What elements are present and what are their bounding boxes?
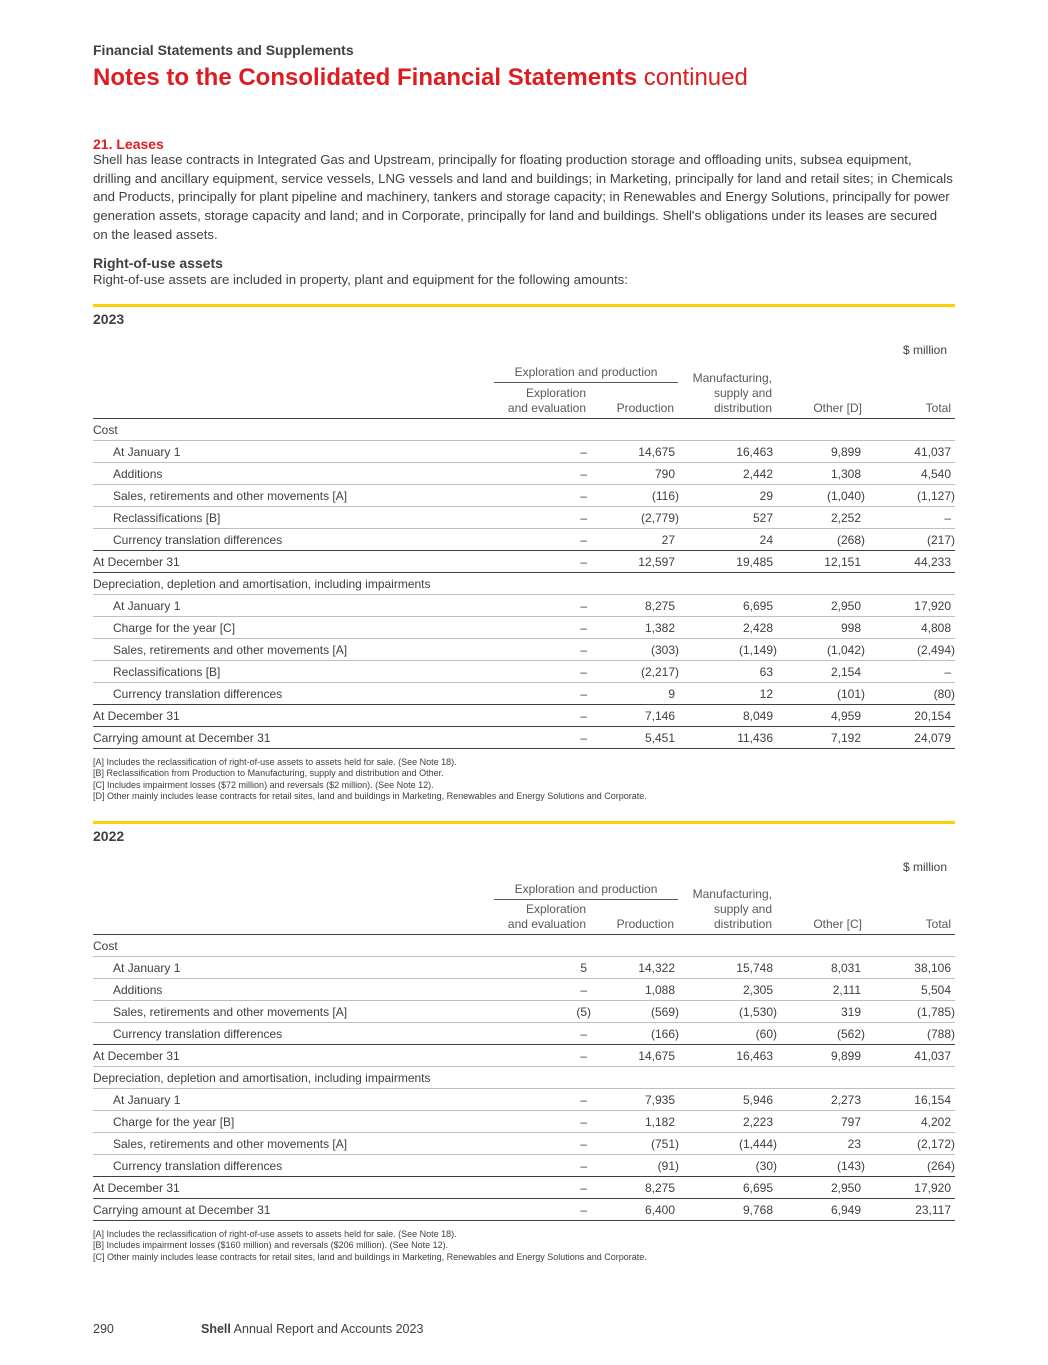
table-row	[93, 727, 955, 749]
table-row	[93, 683, 955, 705]
table-cell: 5,451	[644, 731, 675, 745]
table-cell: 8,275	[644, 599, 675, 613]
table-cell: 16,463	[736, 1049, 773, 1063]
table-cell: 2,252	[830, 511, 861, 525]
notes-2022	[93, 1229, 647, 1263]
table-cell: 2,950	[830, 599, 861, 613]
row-label: Additions	[113, 983, 163, 997]
unit-label-2022: $ million	[902, 860, 947, 874]
table-cell: 1,088	[644, 983, 675, 997]
row-label: Currency translation differences	[113, 1027, 283, 1041]
page-header-super: Financial Statements and Supplements	[93, 42, 354, 58]
table-cell: 2,442	[742, 467, 773, 481]
table-cell: 17,920	[914, 599, 951, 613]
col-header-production-2023: Production	[616, 401, 674, 415]
table-cell: 44,233	[914, 555, 951, 569]
row-label: Charge for the year [B]	[113, 1115, 235, 1129]
table-cell: –	[580, 665, 587, 679]
table-cell: 23,117	[915, 1203, 951, 1217]
table-row	[93, 957, 955, 979]
row-label: At December 31	[93, 555, 180, 569]
table-cell: 2,428	[742, 621, 773, 635]
row-label: Currency translation differences	[113, 1159, 283, 1173]
table-cell: (2,217)	[640, 665, 679, 679]
table-cell: (1,042)	[826, 643, 865, 657]
table-cell: 6,695	[742, 599, 773, 613]
table-cell: 15,748	[736, 961, 773, 975]
table-row	[93, 1023, 955, 1045]
table-row	[93, 529, 955, 551]
table-cell: –	[580, 731, 587, 745]
page-footer	[93, 1322, 423, 1336]
row-label: Charge for the year [C]	[113, 621, 236, 635]
table-cell: 14,675	[638, 1049, 675, 1063]
row-label: At January 1	[113, 1093, 181, 1107]
table-row	[93, 661, 955, 683]
group-header-2022: Exploration and production	[514, 882, 658, 896]
table-cell: 20,154	[914, 709, 951, 723]
table-row	[93, 1045, 955, 1067]
table-cell: –	[580, 709, 587, 723]
table-cell: –	[580, 1137, 587, 1151]
footer-brand: Shell	[201, 1322, 231, 1336]
table-cell: 16,154	[914, 1093, 951, 1107]
table-cell: 17,920	[914, 1181, 951, 1195]
sub-heading: Right-of-use assets	[93, 255, 223, 271]
table-cell: 41,037	[914, 445, 951, 459]
row-label: Sales, retirements and other movements [A]	[113, 489, 348, 503]
table-cell: 9,768	[742, 1203, 773, 1217]
footer-report: Annual Report and Accounts 2023	[233, 1322, 424, 1336]
table-cell: (2,172)	[916, 1137, 955, 1151]
table-cell: 24	[759, 533, 773, 547]
table-cell: 41,037	[914, 1049, 951, 1063]
row-label: Currency translation differences	[113, 687, 283, 701]
row-label: Sales, retirements and other movements [A]	[113, 643, 348, 657]
table-cell: 5,946	[742, 1093, 773, 1107]
table-cell: (264)	[926, 1159, 955, 1173]
table-cell: –	[580, 555, 587, 569]
table-cell: (80)	[933, 687, 955, 701]
footnote: [A] Includes the reclassification of right-of-use assets to assets held for sale. (See Note 18).	[93, 757, 457, 767]
table-row	[93, 1001, 955, 1023]
col-header-manufacturing-2022: Manufacturing, supply and distribution	[692, 887, 772, 931]
group-header-line-2022	[494, 899, 678, 900]
table-row	[93, 979, 955, 1001]
year-label-2022: 2022	[93, 828, 125, 844]
table-cell: 5	[580, 961, 587, 975]
table-cell: 319	[840, 1005, 861, 1019]
table-cell: 6,400	[644, 1203, 675, 1217]
footnote: [C] Other mainly includes lease contracts for retail sites, land and buildings in Marketing, Renewables and Energy Solutions and Corporate.	[93, 1251, 647, 1262]
table-2023	[93, 419, 955, 749]
table-cell: 12,151	[824, 555, 861, 569]
table-cell: –	[580, 533, 587, 547]
table-cell: 2,950	[830, 1181, 861, 1195]
group-header-line-2023	[494, 382, 678, 383]
table-cell: 12,597	[638, 555, 675, 569]
table-cell: –	[580, 1203, 587, 1217]
table-row	[93, 1067, 955, 1089]
table-cell: (1,444)	[738, 1137, 777, 1151]
page-title-continued: continued	[643, 64, 748, 91]
page-number: 290	[93, 1322, 114, 1336]
table-cell: 4,959	[830, 709, 861, 723]
group-header-2023: Exploration and production	[514, 365, 658, 379]
table-row	[93, 595, 955, 617]
table-row	[93, 935, 955, 957]
table-cell: –	[580, 445, 587, 459]
col-header-exploration-2023: Exploration and evaluation	[507, 386, 586, 415]
table-cell: (1,040)	[826, 489, 865, 503]
table-cell: 2,154	[830, 665, 861, 679]
table-cell: –	[580, 1049, 587, 1063]
table-cell: –	[580, 1027, 587, 1041]
row-label: At January 1	[113, 445, 181, 459]
table-cell: 9,899	[830, 1049, 861, 1063]
table-row	[93, 441, 955, 463]
table-cell: –	[580, 621, 587, 635]
table-cell: 7,146	[644, 709, 675, 723]
row-label: Sales, retirements and other movements [A]	[113, 1005, 348, 1019]
col-header-other-2022: Other [C]	[813, 917, 862, 931]
table-cell: 2,223	[742, 1115, 773, 1129]
table-cell: 2,111	[832, 983, 861, 997]
table-cell: (60)	[755, 1027, 777, 1041]
table-cell: 5,504	[920, 983, 951, 997]
section-intro: Shell has lease contracts in Integrated Gas and Upstream, principally for floating production storage and offloading units, subsea equipment, drilling and ancillary equipment, service vessels, LNG vessels and land and buildings; in Marketing, principally for land and retail sites; in Chemicals and Products, principally for plant pipeline and machinery, tankers and storage capacity; in Renewables and Energy Solutions, principally for power generation assets, storage capacity and land; and in Corporate, principally for land and buildings. Shell's obligations under its leases are secured on the leased assets.	[93, 152, 953, 242]
table-cell: –	[580, 467, 587, 481]
row-label: Carrying amount at December 31	[93, 1203, 271, 1217]
table-cell: 23	[847, 1137, 861, 1151]
row-label: Depreciation, depletion and amortisation, including impairments	[93, 577, 431, 591]
table-cell: –	[944, 511, 951, 525]
table-cell: (101)	[836, 687, 865, 701]
table-row	[93, 1111, 955, 1133]
table-cell: 16,463	[736, 445, 773, 459]
table-cell: 6,695	[742, 1181, 773, 1195]
table-cell: 1,382	[644, 621, 675, 635]
table-cell: (751)	[650, 1137, 679, 1151]
row-label: At December 31	[93, 1049, 180, 1063]
table-cell: 4,808	[920, 621, 951, 635]
table-cell: 14,675	[638, 445, 675, 459]
table-cell: (2,779)	[640, 511, 679, 525]
year-rule-2022	[93, 821, 955, 824]
table-cell: 9	[668, 687, 675, 701]
row-label: At January 1	[113, 599, 181, 613]
table-cell: (166)	[650, 1027, 679, 1041]
footnote: [C] Includes impairment losses ($72 million) and reversals ($2 million). (See Note 12).	[93, 779, 434, 790]
table-cell: 1,182	[644, 1115, 675, 1129]
table-cell: –	[580, 599, 587, 613]
table-cell: –	[944, 665, 951, 679]
footnote: [B] Includes impairment losses ($160 million) and reversals ($206 million). (See Note 12).	[93, 1240, 449, 1251]
table-cell: –	[580, 1159, 587, 1173]
table-cell: 797	[840, 1115, 861, 1129]
table-row	[93, 1133, 955, 1155]
table-cell: 11,436	[737, 731, 773, 745]
table-cell: (562)	[836, 1027, 865, 1041]
table-cell: 12	[759, 687, 773, 701]
footnote: [B] Reclassification from Production to Manufacturing, supply and distribution and Other.	[93, 768, 444, 779]
table-cell: 1,308	[830, 467, 861, 481]
notes-2023	[93, 757, 647, 803]
row-label: Cost	[93, 939, 118, 953]
table-cell: 4,540	[920, 467, 951, 481]
table-row	[93, 419, 955, 441]
table-row	[93, 1155, 955, 1177]
table-cell: (303)	[650, 643, 679, 657]
table-cell: 4,202	[920, 1115, 951, 1129]
table-cell: (1,530)	[738, 1005, 777, 1019]
col-header-total-2023: Total	[925, 401, 951, 415]
table-cell: 63	[759, 665, 773, 679]
row-label: Currency translation differences	[113, 533, 283, 547]
row-label: At December 31	[93, 1181, 180, 1195]
col-header-production-2022: Production	[616, 917, 674, 931]
table-2022	[93, 935, 955, 1221]
table-cell: (143)	[836, 1159, 865, 1173]
table-cell: (30)	[755, 1159, 777, 1173]
col-header-other-2023: Other [D]	[813, 401, 862, 415]
table-cell: (2,494)	[916, 643, 955, 657]
table-row	[93, 463, 955, 485]
table-row	[93, 1089, 955, 1111]
table-cell: 7,192	[830, 731, 861, 745]
table-cell: (217)	[926, 533, 955, 547]
row-label: Depreciation, depletion and amortisation, including impairments	[93, 1071, 431, 1085]
table-cell: –	[580, 511, 587, 525]
table-cell: 24,079	[914, 731, 951, 745]
table-cell: (91)	[657, 1159, 679, 1173]
table-cell: –	[580, 643, 587, 657]
table-cell: (116)	[651, 489, 679, 503]
table-row	[93, 485, 955, 507]
table-cell: 14,322	[638, 961, 675, 975]
table-cell: 998	[840, 621, 861, 635]
row-label: Cost	[93, 423, 118, 437]
table-cell: 8,031	[830, 961, 861, 975]
table-row	[93, 551, 955, 573]
footnote: [D] Other mainly includes lease contracts for retail sites, land and buildings in Marketing, Renewables and Energy Solutions and Corporate.	[93, 791, 647, 802]
row-label: Reclassifications [B]	[113, 511, 221, 525]
table-cell: 6,949	[830, 1203, 861, 1217]
sub-text: Right-of-use assets are included in property, plant and equipment for the following amounts:	[93, 272, 628, 287]
row-label: Additions	[113, 467, 163, 481]
table-cell: 9,899	[830, 445, 861, 459]
table-cell: (569)	[650, 1005, 679, 1019]
table-cell: –	[580, 1115, 587, 1129]
table-row	[93, 1177, 955, 1199]
row-label: At December 31	[93, 709, 180, 723]
year-label-2023: 2023	[93, 311, 125, 327]
table-cell: (1,149)	[738, 643, 777, 657]
footnote: [A] Includes the reclassification of right-of-use assets to assets held for sale. (See Note 18).	[93, 1229, 457, 1239]
table-row	[93, 705, 955, 727]
table-cell: (1,785)	[916, 1005, 955, 1019]
table-cell: –	[580, 1093, 587, 1107]
row-label: At January 1	[113, 961, 181, 975]
col-header-manufacturing-2023: Manufacturing, supply and distribution	[692, 371, 772, 415]
table-cell: 2,273	[830, 1093, 861, 1107]
table-cell: 527	[752, 511, 773, 525]
table-cell: –	[580, 687, 587, 701]
table-cell: 8,049	[742, 709, 773, 723]
table-row	[93, 507, 955, 529]
page-title	[93, 64, 748, 92]
year-rule-2023	[93, 304, 955, 307]
page-title-main: Notes to the Consolidated Financial Statements	[93, 64, 638, 91]
table-cell: 8,275	[644, 1181, 675, 1195]
section-title: 21. Leases	[93, 136, 164, 152]
table-cell: 19,485	[736, 555, 773, 569]
col-header-exploration-2022: Exploration and evaluation	[507, 902, 586, 931]
table-cell: (788)	[926, 1027, 955, 1041]
row-label: Carrying amount at December 31	[93, 731, 271, 745]
table-cell: –	[580, 1181, 587, 1195]
table-cell: (5)	[576, 1005, 591, 1019]
table-cell: 790	[654, 467, 675, 481]
table-cell: 7,935	[644, 1093, 675, 1107]
table-cell: 2,305	[742, 983, 773, 997]
row-label: Sales, retirements and other movements [A]	[113, 1137, 348, 1151]
table-row	[93, 1199, 955, 1221]
col-header-total-2022: Total	[925, 917, 951, 931]
table-cell: (1,127)	[916, 489, 955, 503]
table-row	[93, 617, 955, 639]
row-label: Reclassifications [B]	[113, 665, 221, 679]
table-cell: 29	[759, 489, 773, 503]
table-cell: 27	[661, 533, 675, 547]
table-cell: –	[580, 983, 587, 997]
table-row	[93, 639, 955, 661]
table-cell: –	[580, 489, 587, 503]
table-cell: (268)	[836, 533, 865, 547]
unit-label-2023: $ million	[902, 343, 947, 357]
table-cell: 38,106	[914, 961, 951, 975]
table-row	[93, 573, 955, 595]
